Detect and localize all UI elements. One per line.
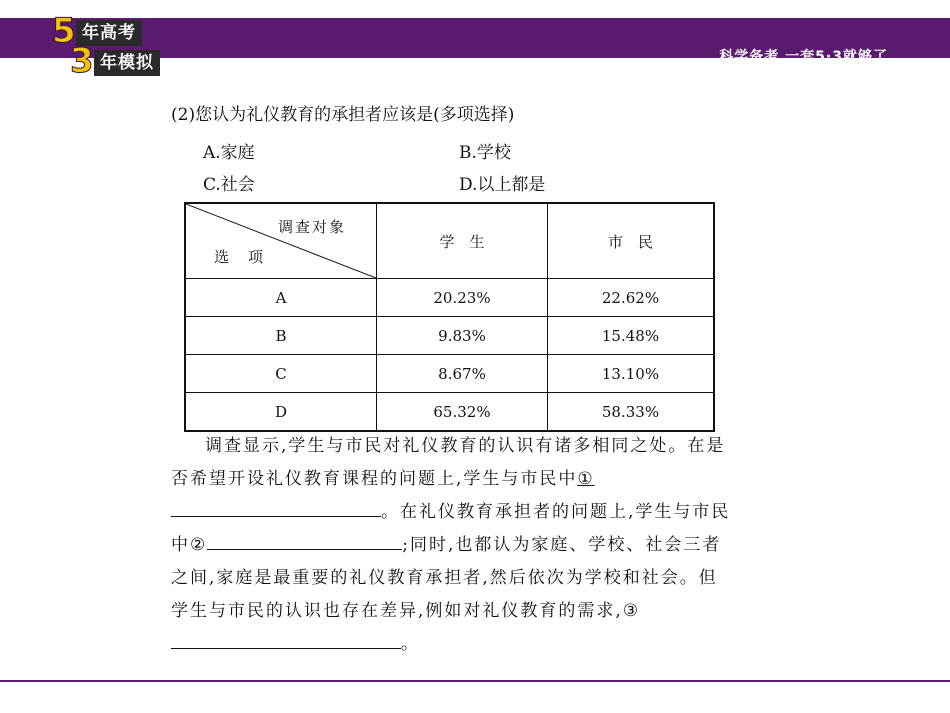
question-title: (2)您认为礼仪教育的承担者应该是(多项选择) xyxy=(171,105,515,125)
corner-top-label: 调查对象 xyxy=(277,218,346,236)
option-d: D.以上都是 xyxy=(459,175,546,195)
option-a: A.家庭 xyxy=(203,143,255,163)
paragraph-text-1: 调查显示,学生与市民对礼仪教育的认识有诸多相同之处。在是否希望开设礼仪教育课程的问题上,学生与市民中 xyxy=(171,436,726,489)
row-option: C xyxy=(185,355,377,393)
citizen-value: 22.62% xyxy=(548,279,715,317)
corner-bottom-label: 选 项 xyxy=(214,248,266,266)
column-header-student: 学 生 xyxy=(377,203,548,279)
answer-paragraph xyxy=(171,430,731,661)
citizen-value: 13.10% xyxy=(548,355,715,393)
paragraph-text-3: ;同时,也都认为家庭、学校、社会三者之间,家庭是最重要的礼仪教育承担者,然后依次为学校和社会。但学生与市民的认识也存在差异,例如对礼仪教育的需求, xyxy=(171,535,722,621)
student-value: 65.32% xyxy=(377,393,548,432)
answer-blank-2[interactable] xyxy=(207,529,402,550)
footer-divider xyxy=(0,680,950,682)
option-c: C.社会 xyxy=(203,175,255,195)
blank-marker-2: ② xyxy=(190,535,208,555)
survey-table xyxy=(184,202,715,432)
row-option: D xyxy=(185,393,377,432)
table-header-row xyxy=(185,203,714,279)
logo-label-2: 年模拟 xyxy=(94,50,160,76)
option-b: B.学校 xyxy=(459,143,511,163)
logo-number-5: 5 xyxy=(52,11,76,51)
column-header-citizen: 市 民 xyxy=(548,203,715,279)
logo xyxy=(52,11,180,81)
blank-marker-3: ③ xyxy=(622,601,641,621)
logo-label-1: 年高考 xyxy=(76,20,142,46)
student-value: 20.23% xyxy=(377,279,548,317)
citizen-value: 58.33% xyxy=(548,393,715,432)
blank-marker-1: ① xyxy=(577,469,595,489)
answer-blank-3[interactable] xyxy=(171,628,401,649)
paragraph-text-2: 。在礼仪教育承担者的问题上,学生与市民中 xyxy=(171,502,731,555)
row-option: A xyxy=(185,279,377,317)
slogan: 科学备考 一套5·3就够了 xyxy=(719,49,888,65)
corner-cell xyxy=(185,203,377,279)
table-row xyxy=(185,317,714,355)
answer-blank-1[interactable] xyxy=(171,496,381,517)
citizen-value: 15.48% xyxy=(548,317,715,355)
student-value: 8.67% xyxy=(377,355,548,393)
student-value: 9.83% xyxy=(377,317,548,355)
paragraph-text-4: 。 xyxy=(401,634,420,654)
table-row xyxy=(185,393,714,432)
table-row xyxy=(185,355,714,393)
logo-number-3: 3 xyxy=(70,41,94,81)
row-option: B xyxy=(185,317,377,355)
table-row xyxy=(185,279,714,317)
